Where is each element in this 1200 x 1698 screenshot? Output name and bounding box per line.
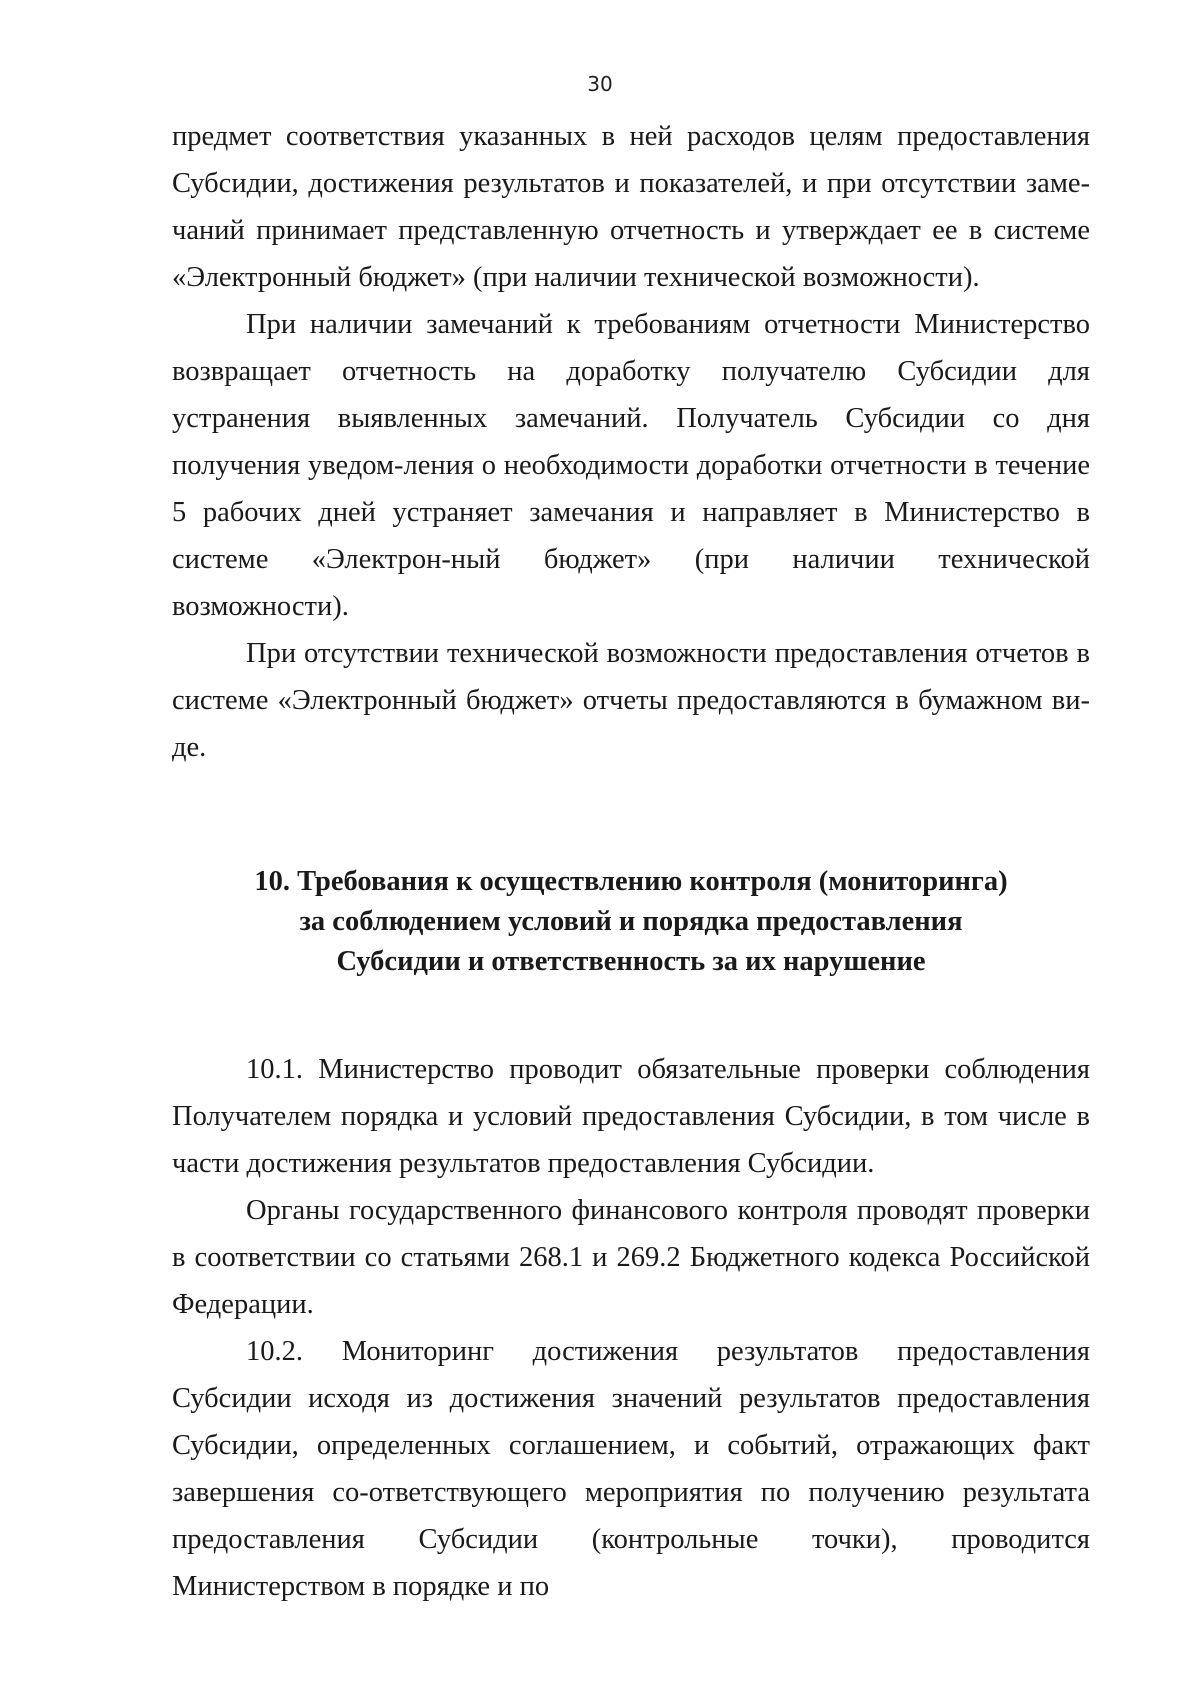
paragraph: 10.1. Министерство проводит обязательные проверки соблюдения Получателем порядка и условий предоставления Субсидии, в том числе в части достижения результатов предоставления Субсидии. — [172, 1054, 1090, 1179]
body-text-top — [172, 113, 1090, 771]
paragraph: При наличии замечаний к требованиям отчетности Министерство возвращает отчетность на доработку получателю Субсидии для устранения выявленных замечаний. Получатель Субсидии со дня получения уведом-ления о необходимости доработки отчетности в течение 5 рабочих дней устраняет замечания и направляет в Министерство в системе «Электрон-ный бюджет» (при наличии технической возможности). — [172, 309, 1090, 622]
heading-line: 10. Требования к осуществлению контроля (мониторинга) — [254, 866, 1008, 897]
heading-line: за соблюдением условий и порядка предоставления — [299, 906, 963, 937]
paragraph: 10.2. Мониторинг достижения результатов предоставления Субсидии исходя из достижения значений результатов предоставления Субсидии, определенных соглашением, и событий, отражающих факт завершения со-ответствующего мероприятия по получению результата предоставления Субсидии (контрольные точки), проводится Министерством в порядке и по — [172, 1336, 1090, 1602]
paragraph: предмет соответствия указанных в ней расходов целям предоставления Субсидии, достижения результатов и показателей, и при отсутствии заме-чаний принимает представленную отчетность и утверждает ее в системе «Электронный бюджет» (при наличии технической возможности). — [172, 121, 1090, 293]
page-number: 30 — [587, 72, 613, 96]
section-heading — [172, 862, 1090, 982]
paragraph: При отсутствии технической возможности предоставления отчетов в системе «Электронный бюджет» отчеты предоставляются в бумажном ви-де. — [172, 638, 1090, 763]
body-text-bottom — [172, 1046, 1090, 1610]
paragraph: Органы государственного финансового контроля проводят проверки в соответствии со статьями 268.1 и 269.2 Бюджетного кодекса Российской Федерации. — [172, 1195, 1090, 1320]
heading-line: Субсидии и ответственность за их нарушение — [336, 946, 926, 977]
